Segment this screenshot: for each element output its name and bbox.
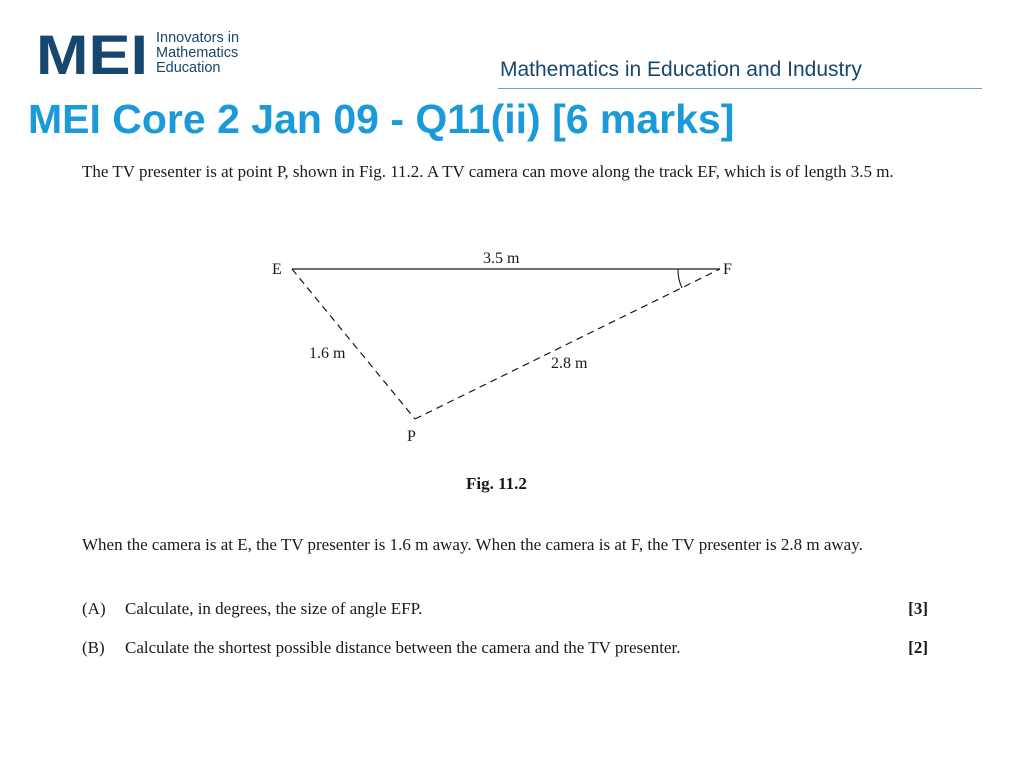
line-fp bbox=[415, 269, 720, 419]
point-p-label: P bbox=[407, 428, 416, 445]
angle-efp-arc bbox=[678, 269, 682, 288]
part-a-text: Calculate, in degrees, the size of angle EFP. bbox=[125, 599, 423, 618]
part-b-label: (B) bbox=[82, 638, 105, 657]
tagline-line-2: Mathematics bbox=[156, 45, 239, 61]
question-part-a bbox=[82, 597, 928, 621]
length-ep-label: 1.6 m bbox=[309, 345, 346, 362]
part-b-text: Calculate the shortest possible distance between the camera and the TV presenter. bbox=[125, 638, 681, 657]
part-b-marks: [2] bbox=[908, 638, 928, 657]
mei-logo bbox=[36, 30, 150, 78]
question-paragraph-2: When the camera is at E, the TV presenter is 1.6 m away. When the camera is at F, the TV presenter is 2.8 m away. bbox=[82, 535, 863, 554]
header-divider bbox=[498, 88, 982, 89]
length-fp-label: 2.8 m bbox=[551, 355, 588, 372]
figure-caption: Fig. 11.2 bbox=[466, 474, 527, 493]
part-a-label: (A) bbox=[82, 599, 106, 618]
point-e-label: E bbox=[272, 261, 282, 278]
question-part-b bbox=[82, 636, 928, 660]
header-title: Mathematics in Education and Industry bbox=[500, 58, 862, 81]
mei-logo-text: MEI bbox=[36, 30, 148, 78]
question-intro: The TV presenter is at point P, shown in Fig. 11.2. A TV camera can move along the track EF, which is of length 3.5 m. bbox=[82, 162, 894, 181]
slide-title: MEI Core 2 Jan 09 - Q11(ii) [6 marks] bbox=[28, 96, 735, 142]
part-a-marks: [3] bbox=[908, 599, 928, 618]
tagline-line-1: Innovators in bbox=[156, 30, 240, 46]
logo-tagline bbox=[156, 31, 239, 76]
triangle-diagram bbox=[250, 240, 770, 460]
line-ep bbox=[292, 269, 415, 419]
length-ef-label: 3.5 m bbox=[483, 250, 520, 267]
point-f-label: F bbox=[723, 261, 732, 278]
tagline-line-3: Education bbox=[156, 60, 221, 76]
